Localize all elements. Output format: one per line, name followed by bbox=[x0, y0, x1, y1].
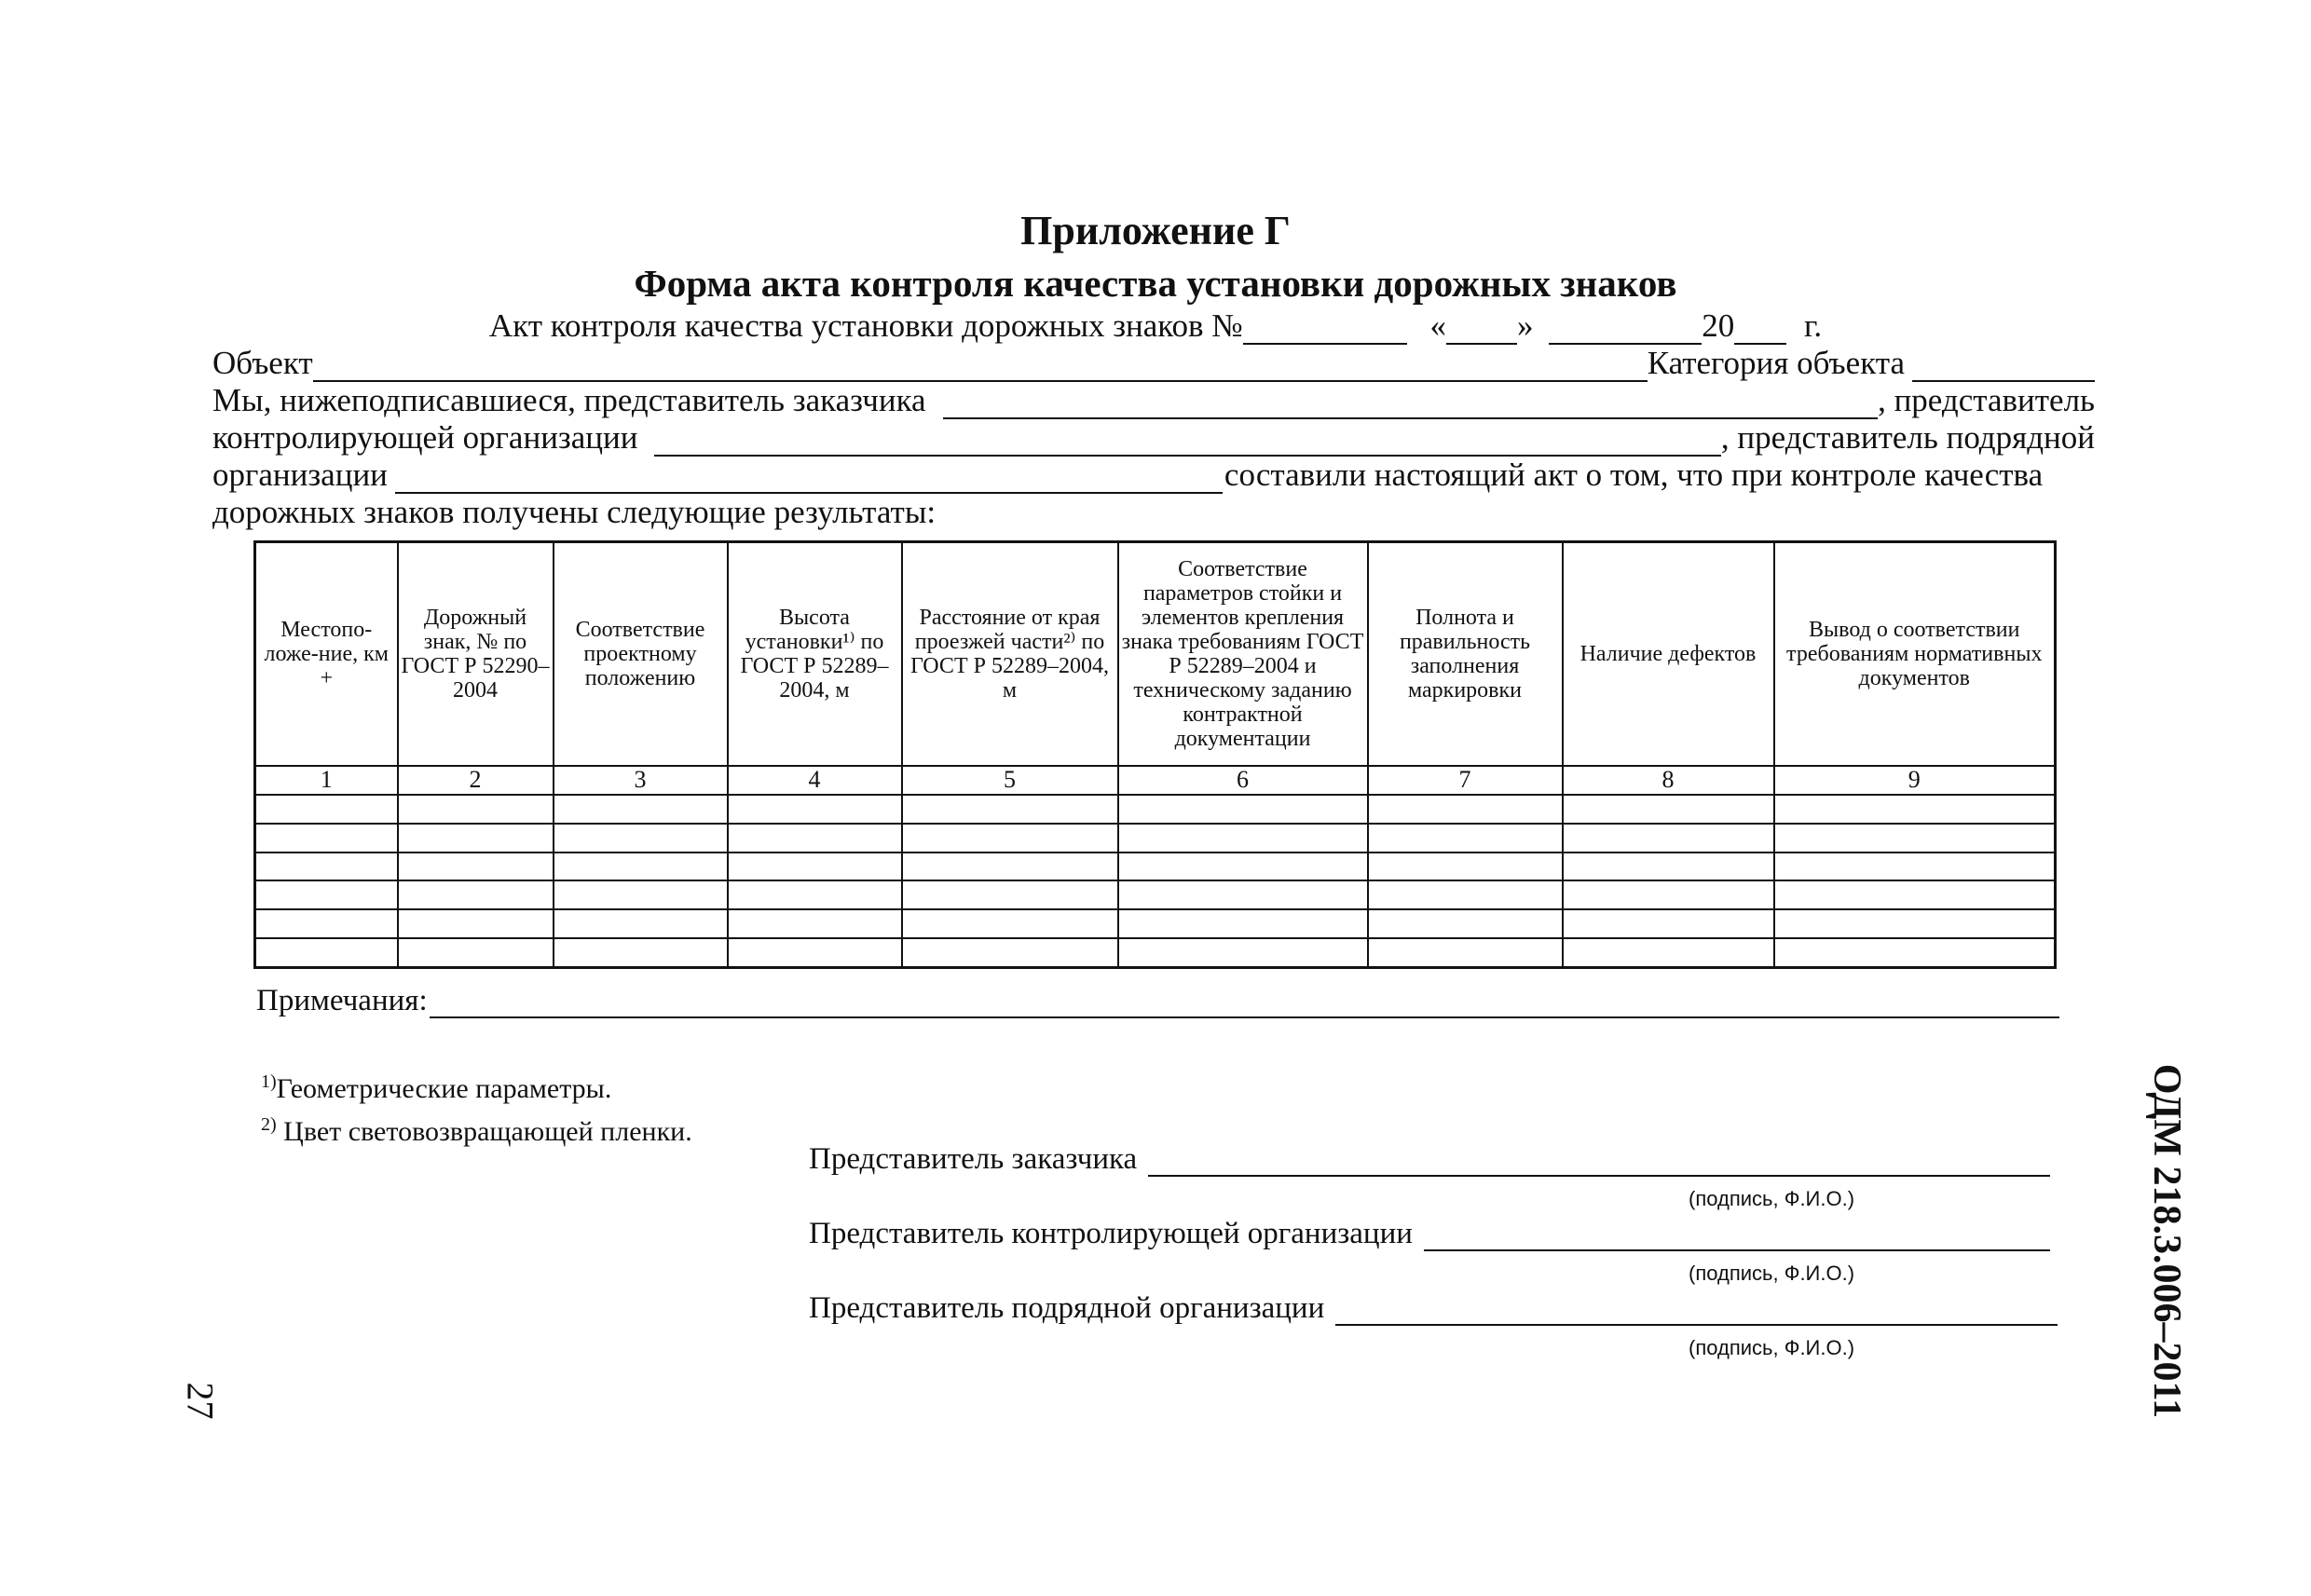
table-row bbox=[255, 824, 2056, 853]
intro-line-2 bbox=[212, 382, 2095, 419]
contractor-signature-caption: (подпись, Ф.И.О.) bbox=[1689, 1336, 1855, 1359]
table-cell[interactable] bbox=[1774, 938, 2056, 967]
table-cell[interactable] bbox=[728, 938, 902, 967]
control-signature-caption: (подпись, Ф.И.О.) bbox=[1689, 1262, 1855, 1285]
table-cell[interactable] bbox=[255, 909, 398, 938]
table-cell[interactable] bbox=[554, 909, 728, 938]
column-number: 2 bbox=[398, 766, 554, 795]
table-cell[interactable] bbox=[1118, 909, 1368, 938]
close-quote: » bbox=[1516, 307, 1534, 344]
table-cell[interactable] bbox=[255, 824, 398, 853]
header-distance-from-edge: Расстояние от края проезжей части²⁾ по ГОСТ Р 52289–2004, м bbox=[902, 542, 1118, 767]
open-quote: « bbox=[1429, 307, 1446, 344]
column-number: 8 bbox=[1563, 766, 1774, 795]
category-blank[interactable] bbox=[1912, 352, 2095, 382]
table-cell[interactable] bbox=[398, 938, 554, 967]
table-cell[interactable] bbox=[398, 880, 554, 909]
control-signature-blank[interactable] bbox=[1424, 1225, 2050, 1251]
table-row bbox=[255, 909, 2056, 938]
table-cell[interactable] bbox=[255, 938, 398, 967]
column-number: 5 bbox=[902, 766, 1118, 795]
contractor-org-blank[interactable] bbox=[395, 464, 1223, 494]
table-cell[interactable] bbox=[1774, 824, 2056, 853]
column-number: 1 bbox=[255, 766, 398, 795]
intro-line-5 bbox=[212, 494, 2095, 531]
customer-rep-label: Представитель заказчика bbox=[809, 1142, 1138, 1176]
table-cell[interactable] bbox=[1118, 824, 1368, 853]
results-table bbox=[253, 540, 2057, 969]
table-cell[interactable] bbox=[902, 938, 1118, 967]
table-cell[interactable] bbox=[1774, 880, 2056, 909]
header-project-compliance: Соответствие проектному положению bbox=[554, 542, 728, 767]
table-cell[interactable] bbox=[1563, 938, 1774, 967]
day-blank[interactable] bbox=[1446, 315, 1517, 345]
page-number bbox=[172, 1358, 228, 1442]
table-cell[interactable] bbox=[1118, 880, 1368, 909]
table-cell[interactable] bbox=[255, 880, 398, 909]
table-cell[interactable] bbox=[902, 824, 1118, 853]
column-number-row bbox=[255, 766, 2056, 795]
customer-signature-caption: (подпись, Ф.И.О.) bbox=[1689, 1187, 1855, 1210]
form-title: Форма акта контроля качества установки дорожных знаков bbox=[634, 262, 1677, 305]
intro-line5: дорожных знаков получены следующие результаты: bbox=[212, 494, 937, 530]
control-rep-label: Представитель контролирующей организации bbox=[809, 1217, 1413, 1250]
table-row bbox=[255, 880, 2056, 909]
header-support-parameters: Соответствие параметров стойки и элементов крепления знака требованиям ГОСТ Р 52289–2004 и техническому заданию контрактной документации bbox=[1118, 542, 1368, 767]
column-number: 4 bbox=[728, 766, 902, 795]
empty-rows bbox=[255, 795, 2056, 968]
customer-signature-blank[interactable] bbox=[1148, 1151, 2050, 1177]
column-number: 9 bbox=[1774, 766, 2056, 795]
intro-line-4 bbox=[212, 457, 2095, 494]
notes-blank[interactable] bbox=[430, 989, 2059, 1018]
table-cell[interactable] bbox=[902, 795, 1118, 824]
control-signature-line bbox=[809, 1217, 2050, 1251]
contractor-signature-blank[interactable] bbox=[1335, 1300, 2058, 1326]
table-cell[interactable] bbox=[728, 909, 902, 938]
table-cell[interactable] bbox=[728, 853, 902, 881]
header-conclusion: Вывод о соответствии требованиям нормативных документов bbox=[1774, 542, 2056, 767]
notes-label: Примечания: bbox=[256, 984, 428, 1017]
act-line-text: Акт контроля качества установки дорожных знаков № bbox=[488, 307, 1243, 344]
table-cell[interactable] bbox=[902, 880, 1118, 909]
footnote-1 bbox=[261, 1071, 611, 1105]
header-marking-completeness: Полнота и правильность заполнения маркировки bbox=[1368, 542, 1563, 767]
column-number: 6 bbox=[1118, 766, 1368, 795]
table-cell[interactable] bbox=[728, 795, 902, 824]
table-cell[interactable] bbox=[728, 880, 902, 909]
table-cell[interactable] bbox=[1563, 909, 1774, 938]
object-blank[interactable] bbox=[313, 352, 1648, 382]
table-cell[interactable] bbox=[398, 909, 554, 938]
year-blank[interactable] bbox=[1734, 315, 1786, 345]
intro-line2-start: Мы, нижеподписавшиеся, представитель заказчика bbox=[212, 382, 926, 418]
table-cell[interactable] bbox=[554, 824, 728, 853]
table-cell[interactable] bbox=[1118, 853, 1368, 881]
table-cell[interactable] bbox=[1118, 938, 1368, 967]
table-cell[interactable] bbox=[1774, 853, 2056, 881]
month-blank[interactable] bbox=[1549, 315, 1702, 345]
control-org-blank[interactable] bbox=[654, 427, 1720, 457]
intro-line4-start: организации bbox=[212, 457, 388, 493]
footnote-1-mark: 1) bbox=[261, 1071, 277, 1092]
table-row bbox=[255, 938, 2056, 967]
intro-line3-start: контролирующей организации bbox=[212, 419, 638, 456]
table-cell[interactable] bbox=[728, 824, 902, 853]
table-cell[interactable] bbox=[1563, 853, 1774, 881]
category-label: Категория объекта bbox=[1647, 345, 1905, 381]
intro-line4-end: составили настоящий акт о том, что при контроле качества bbox=[1224, 457, 2044, 493]
act-number-line bbox=[0, 307, 2311, 345]
footnote-2 bbox=[261, 1114, 692, 1148]
table-cell[interactable] bbox=[554, 795, 728, 824]
object-label: Объект bbox=[212, 345, 313, 381]
table-cell[interactable] bbox=[255, 853, 398, 881]
intro-line3-end: , представитель подрядной bbox=[1720, 419, 2095, 456]
table-cell[interactable] bbox=[902, 853, 1118, 881]
header-location: Местопо-ложе-ние, км + bbox=[255, 542, 398, 767]
intro-line2-end: , представитель bbox=[1878, 382, 2095, 418]
table-row bbox=[255, 853, 2056, 881]
table-cell[interactable] bbox=[1563, 824, 1774, 853]
table-cell[interactable] bbox=[1368, 824, 1563, 853]
customer-signature-line bbox=[809, 1142, 2050, 1177]
footnote-2-mark: 2) bbox=[261, 1114, 277, 1135]
column-number: 3 bbox=[554, 766, 728, 795]
table-cell[interactable] bbox=[255, 795, 398, 824]
customer-rep-blank[interactable] bbox=[943, 389, 1878, 419]
intro-line-3 bbox=[212, 419, 2095, 457]
contractor-rep-label: Представитель подрядной организации bbox=[809, 1291, 1325, 1325]
act-number-blank[interactable] bbox=[1243, 315, 1407, 345]
page-number-text: 27 bbox=[179, 1382, 222, 1419]
document-code bbox=[2134, 1055, 2199, 1427]
contractor-signature-line bbox=[809, 1291, 2058, 1326]
table-cell[interactable] bbox=[554, 853, 728, 881]
table-cell[interactable] bbox=[1563, 880, 1774, 909]
object-line bbox=[212, 345, 2095, 382]
year-prefix: 20 bbox=[1702, 307, 1735, 344]
table-cell[interactable] bbox=[1118, 795, 1368, 824]
header-road-sign: Дорожный знак, № по ГОСТ Р 52290–2004 bbox=[398, 542, 554, 767]
table-cell[interactable] bbox=[554, 880, 728, 909]
table-cell[interactable] bbox=[1368, 853, 1563, 881]
year-suffix: г. bbox=[1803, 307, 1823, 344]
table-cell[interactable] bbox=[1774, 909, 2056, 938]
table-cell[interactable] bbox=[1368, 795, 1563, 824]
table-cell[interactable] bbox=[1368, 938, 1563, 967]
table-row bbox=[255, 795, 2056, 824]
table-cell[interactable] bbox=[554, 938, 728, 967]
table-cell[interactable] bbox=[902, 909, 1118, 938]
document-code-text: ОДМ 218.3.006–2011 bbox=[2145, 1063, 2189, 1419]
table-cell[interactable] bbox=[1368, 880, 1563, 909]
table-cell[interactable] bbox=[1774, 795, 2056, 824]
table-cell[interactable] bbox=[398, 853, 554, 881]
header-defects: Наличие дефектов bbox=[1563, 542, 1774, 767]
footnote-2-text: Цвет световозвращающей пленки. bbox=[276, 1116, 692, 1147]
table-cell[interactable] bbox=[1368, 909, 1563, 938]
table-cell[interactable] bbox=[398, 795, 554, 824]
notes-line bbox=[256, 984, 2059, 1018]
appendix-title: Приложение Г bbox=[1020, 208, 1291, 253]
column-number: 7 bbox=[1368, 766, 1563, 795]
footnote-1-text: Геометрические параметры. bbox=[276, 1073, 612, 1104]
table-cell[interactable] bbox=[1563, 795, 1774, 824]
header-installation-height: Высота установки¹⁾ по ГОСТ Р 52289–2004, м bbox=[728, 542, 902, 767]
table-cell[interactable] bbox=[398, 824, 554, 853]
